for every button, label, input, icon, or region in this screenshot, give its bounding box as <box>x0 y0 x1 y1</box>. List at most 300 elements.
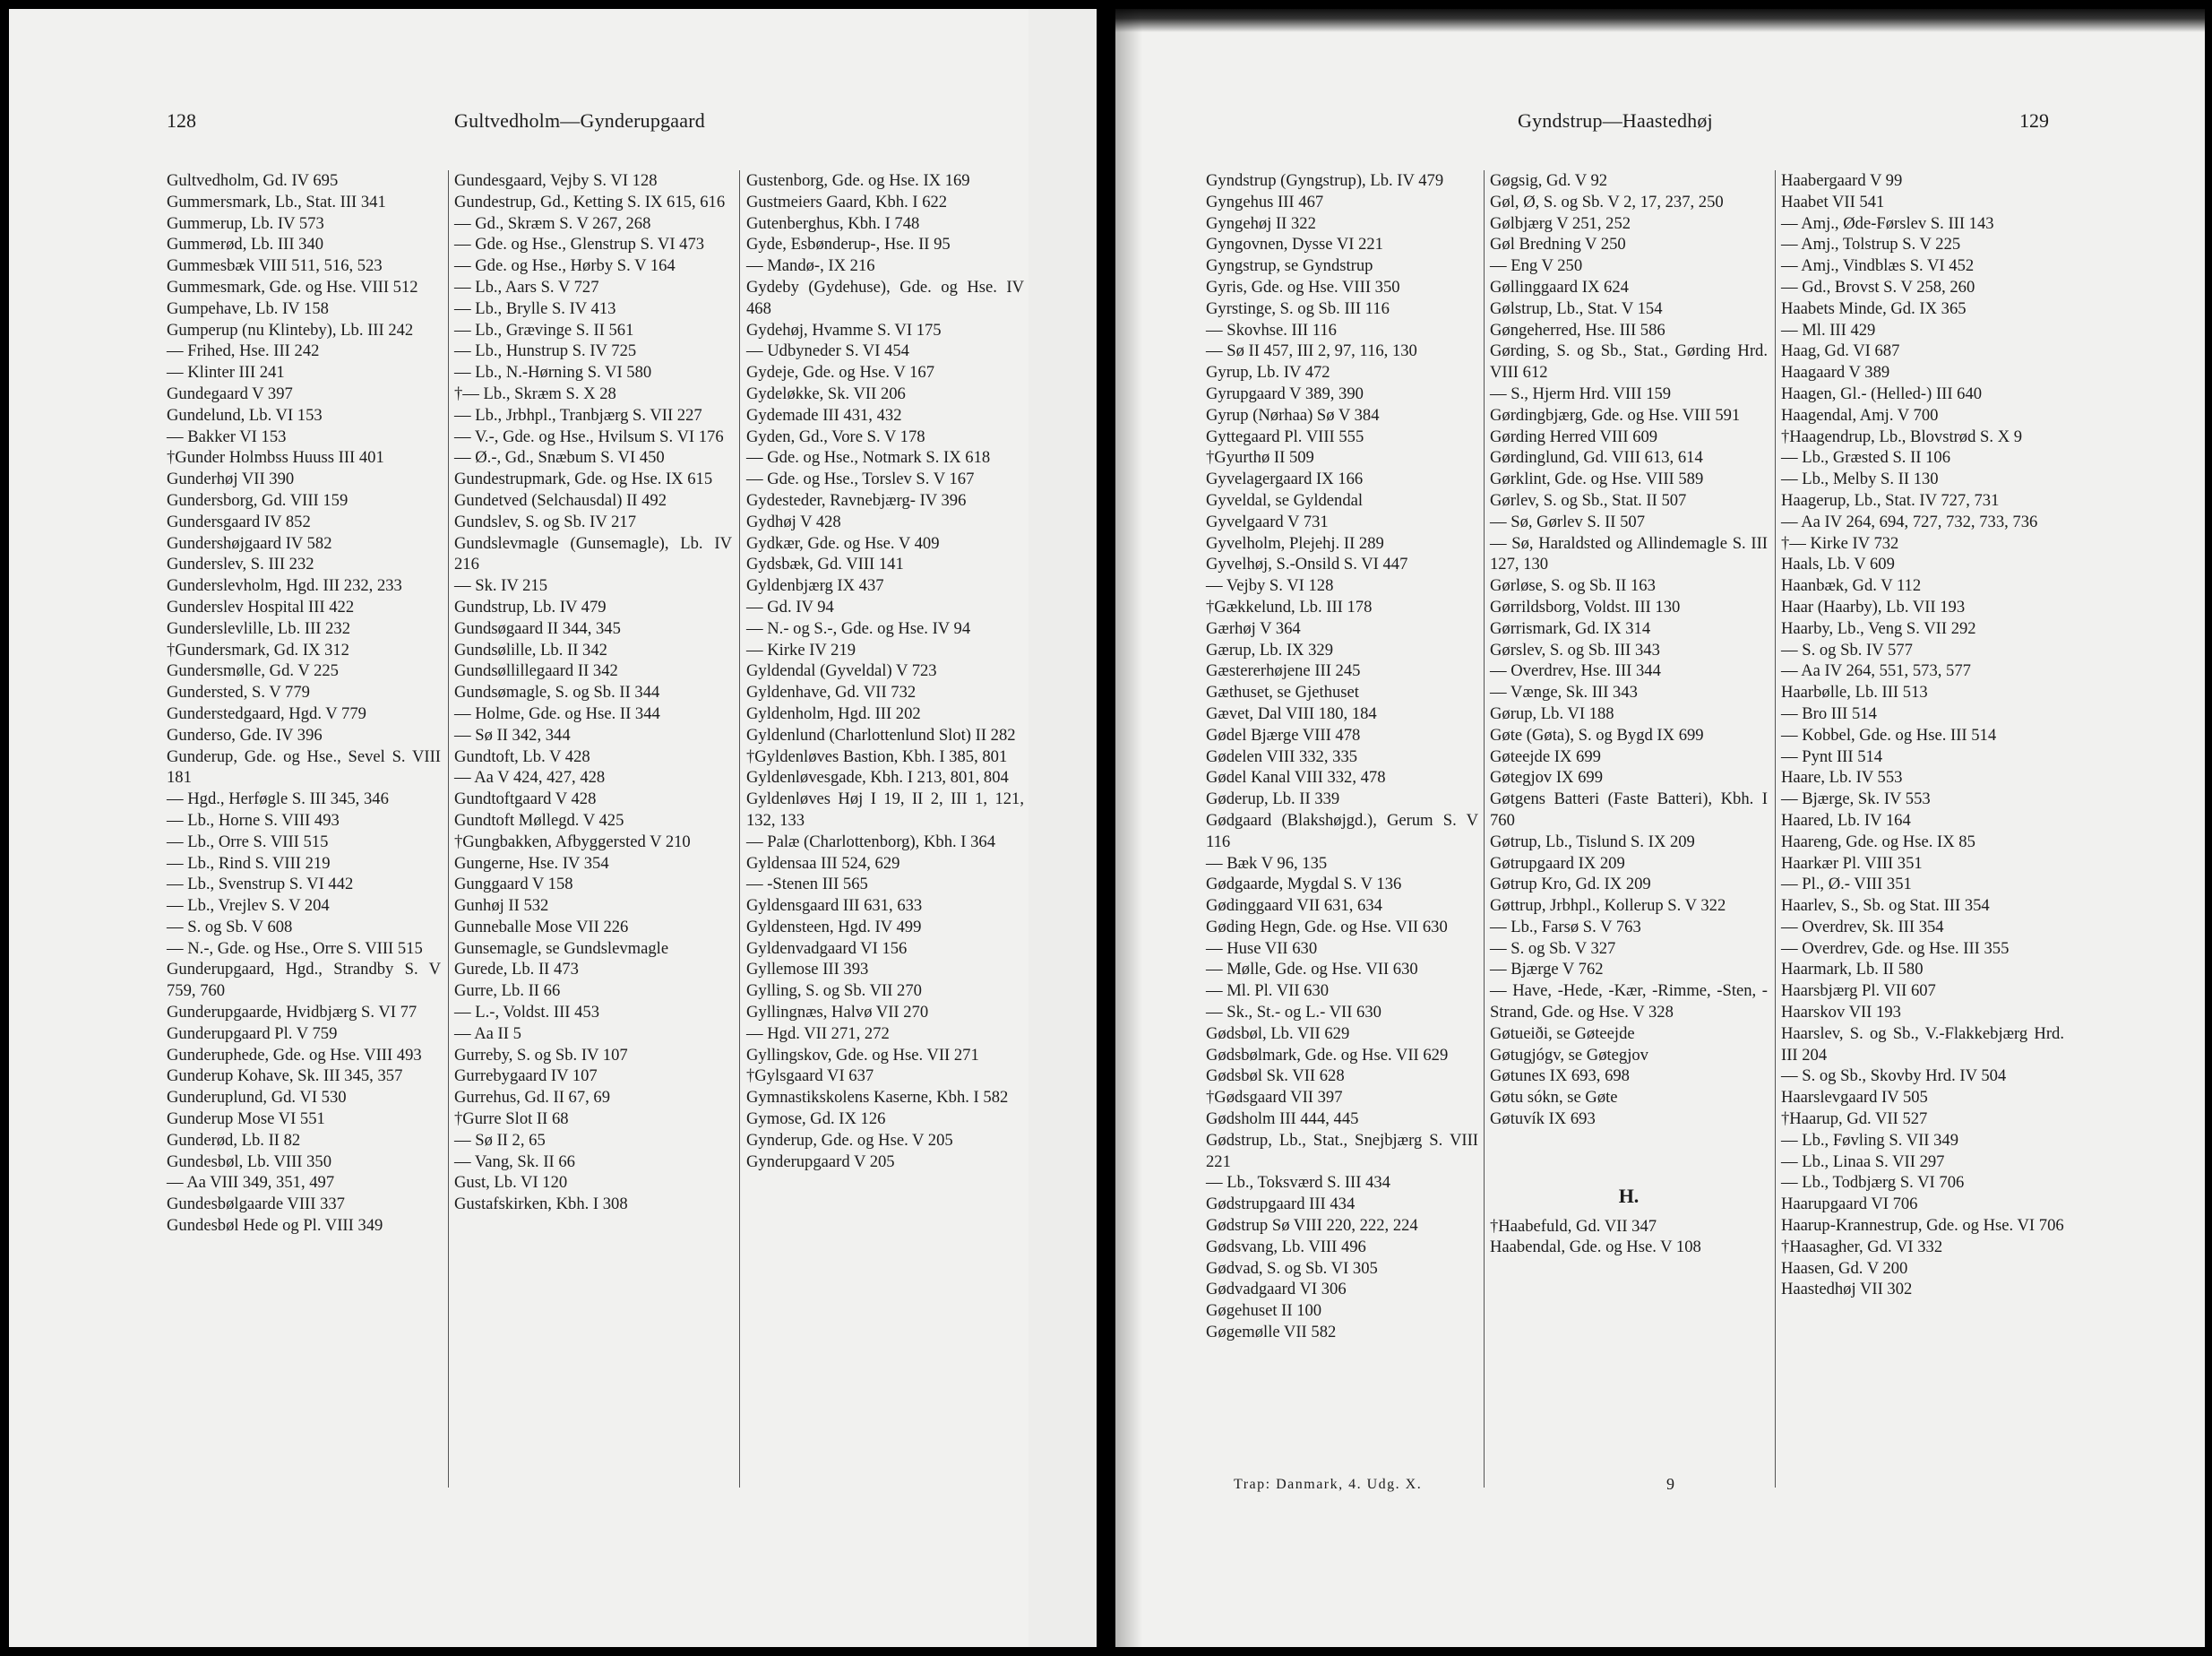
index-entry: — Lb., Græsted S. II 106 <box>1781 448 1951 468</box>
index-entry: Gunderslevholm, Hgd. III 232, 233 <box>167 576 402 596</box>
index-entry: — Gde. og Hse., Torslev S. V 167 <box>746 470 975 489</box>
index-entry: Gyngstrup, se Gyndstrup <box>1206 256 1373 276</box>
index-entry: Haabets Minde, Gd. IX 365 <box>1781 298 1967 318</box>
index-entry: Gødsbøl, Lb. VII 629 <box>1206 1023 1350 1043</box>
index-entry: Gummersmark, Lb., Stat. III 341 <box>167 192 386 211</box>
index-entry: Gundestrup, Gd., Ketting S. IX 615, 616 <box>454 192 726 211</box>
index-entry: — S. og Sb. V 608 <box>167 917 293 936</box>
index-entry: — Gd., Skræm S. V 267, 268 <box>454 213 651 233</box>
index-entry: Gødel Bjærge VIII 478 <box>1206 725 1361 745</box>
section-entries <box>1490 1216 1768 1259</box>
index-entry: Gundsøgaard II 344, 345 <box>454 618 621 638</box>
index-entry: Gødstrupgaard III 434 <box>1206 1195 1356 1214</box>
index-entry: — Sk. IV 215 <box>454 576 547 596</box>
index-entry: — Palæ (Charlottenborg), Kbh. I 364 <box>746 832 996 851</box>
index-entry: — -Stenen III 565 <box>746 875 868 894</box>
index-entry: †Haagendrup, Lb., Blovstrød S. X 9 <box>1781 427 2023 446</box>
index-entry: Haarskov VII 193 <box>1781 1003 1901 1022</box>
index-entry: Haarkær Pl. VIII 351 <box>1781 853 1923 873</box>
index-entry: — V.-, Gde. og Hse., Hvilsum S. VI 176 <box>454 427 724 446</box>
index-entry: Haabet VII 541 <box>1781 192 1885 211</box>
index-entry: Gøgsig, Gd. V 92 <box>1490 171 1608 190</box>
index-entry: Gundslev, S. og Sb. IV 217 <box>454 512 636 531</box>
index-entry: — Klinter III 241 <box>167 363 285 383</box>
index-entry: Gyvelgaard V 731 <box>1206 512 1329 531</box>
index-entry: Haag, Gd. VI 687 <box>1781 341 1900 361</box>
index-entry: — Ø.-, Gd., Snæbum S. VI 450 <box>454 448 665 468</box>
index-entry: — Aa VIII 349, 351, 497 <box>167 1173 335 1193</box>
index-entry: Gymnastikskolens Kaserne, Kbh. I 582 <box>746 1088 1009 1108</box>
index-entry: — Aa II 5 <box>454 1023 521 1043</box>
index-entry: Gyrstinge, S. og Sb. III 116 <box>1206 298 1390 318</box>
index-entry: Gunderupgaarde, Hvidbjærg S. VI 77 <box>167 1003 417 1022</box>
index-entry: †Gunder Holmbss Huuss III 401 <box>167 448 384 468</box>
index-entry: — Lb., Toksværd S. III 434 <box>1206 1173 1390 1193</box>
index-entry: — Sø II 342, 344 <box>454 725 571 745</box>
index-entry: Gyldenløves Høj I 19, II 2, III 1, 121, 132, 133 <box>746 789 1024 830</box>
index-entry: — Hgd., Herføgle S. III 345, 346 <box>167 789 389 809</box>
index-entry: Gørrildsborg, Voldst. III 130 <box>1490 597 1681 617</box>
index-entry: Gødvadgaard VI 306 <box>1206 1280 1347 1299</box>
index-entry: Haasen, Gd. V 200 <box>1781 1258 1908 1278</box>
index-entry: Gutenberghus, Kbh. I 748 <box>746 213 920 233</box>
index-entry: Gørklint, Gde. og Hse. VIII 589 <box>1490 470 1704 489</box>
index-entry: Gøtegjov IX 699 <box>1490 768 1604 788</box>
index-entry: Gyveldal, se Gyldendal <box>1206 490 1364 510</box>
index-entry: Gunderso, Gde. IV 396 <box>167 725 323 745</box>
index-entry: Gøte (Gøta), S. og Bygd IX 699 <box>1490 725 1704 745</box>
index-entry: — Amj., Tolstrup S. V 225 <box>1781 235 1961 254</box>
index-entry: — Lb., Jrbhpl., Tranbjærg S. VII 227 <box>454 405 702 425</box>
index-entry: Gyndstrup (Gyngstrup), Lb. IV 479 <box>1206 171 1444 190</box>
index-entry: Gydhøj V 428 <box>746 512 841 531</box>
index-entry: Haagaard V 389 <box>1781 363 1890 383</box>
page-number: 128 <box>167 109 196 132</box>
index-entry: Gyngehøj II 322 <box>1206 213 1316 233</box>
index-entry: †Haasagher, Gd. VI 332 <box>1781 1237 1943 1256</box>
index-entry: — Overdrev, Sk. III 354 <box>1781 917 1944 936</box>
index-entry: — Huse VII 630 <box>1206 938 1318 958</box>
index-entry: Gurede, Lb. II 473 <box>454 960 579 979</box>
index-entry: — Sø, Gørlev S. II 507 <box>1490 512 1646 531</box>
index-entry: — Vang, Sk. II 66 <box>454 1151 575 1171</box>
index-entry: Gundsøllillegaard II 342 <box>454 661 618 681</box>
index-entry: Gunderupgaard Pl. V 759 <box>167 1023 338 1043</box>
index-entry: Haarbølle, Lb. III 513 <box>1781 683 1928 703</box>
index-entry: — Bjærge V 762 <box>1490 960 1604 979</box>
index-entry: Gustenborg, Gde. og Hse. IX 169 <box>746 171 970 190</box>
index-entry: — Holme, Gde. og Hse. II 344 <box>454 703 660 723</box>
index-entry: — Skovhse. III 116 <box>1206 320 1337 340</box>
index-entry: Gølstrup, Lb., Stat. V 154 <box>1490 298 1663 318</box>
index-entry: Gærhøj V 364 <box>1206 618 1301 638</box>
index-entry: Gunderslev Hospital III 422 <box>167 597 355 617</box>
index-entry: Gøllinggaard IX 624 <box>1490 277 1629 297</box>
index-entry: Haabendal, Gde. og Hse. V 108 <box>1490 1238 1701 1257</box>
index-entry: Gunderød, Lb. II 82 <box>167 1130 301 1150</box>
index-entry: Gøtueiði, se Gøteejde <box>1490 1023 1635 1043</box>
index-entry: Gunhøj II 532 <box>454 896 549 916</box>
index-entry: Haagendal, Amj. V 700 <box>1781 405 1939 425</box>
index-entry: Gyldensaa III 524, 629 <box>746 853 900 873</box>
index-entry: Gunsemagle, se Gundslevmagle <box>454 938 669 958</box>
index-entry: †Gungbakken, Afbyggersted V 210 <box>454 832 691 851</box>
index-entry: — Sø II 457, III 2, 97, 116, 130 <box>1206 341 1417 361</box>
column-rule <box>739 170 740 1488</box>
index-entry: Gøtrup Kro, Gd. IX 209 <box>1490 875 1651 894</box>
index-entry: — Pynt III 514 <box>1781 746 1883 766</box>
index-entry: Haarmark, Lb. II 580 <box>1781 960 1924 979</box>
index-column-1 <box>167 170 441 1237</box>
index-entry: — Aa IV 264, 551, 573, 577 <box>1781 661 1971 681</box>
index-entry: Gøl Bredning V 250 <box>1490 235 1626 254</box>
index-entry: Gøtuvík IX 693 <box>1490 1109 1596 1129</box>
index-entry: Gødsvang, Lb. VIII 496 <box>1206 1237 1366 1256</box>
index-entry: Gunderup Kohave, Sk. III 345, 357 <box>167 1066 403 1086</box>
index-entry: Gundersgaard IV 852 <box>167 512 311 531</box>
index-entry: Gustafskirken, Kbh. I 308 <box>454 1195 628 1214</box>
index-entry: †Gyldenløves Bastion, Kbh. I 385, 801 <box>746 746 1008 766</box>
index-entry: — S., Hjerm Hrd. VIII 159 <box>1490 384 1672 403</box>
index-entry: — Lb., Vrejlev S. V 204 <box>167 896 330 916</box>
index-entry: Gødsholm III 444, 445 <box>1206 1109 1359 1129</box>
index-entry: Haagerup, Lb., Stat. IV 727, 731 <box>1781 490 2000 510</box>
index-entry: Gyldendal (Gyveldal) V 723 <box>746 661 937 681</box>
index-entry: Haals, Lb. V 609 <box>1781 555 1895 574</box>
index-entry: Gørding, S. og Sb., Stat., Gørding Hrd. VIII 612 <box>1490 341 1768 383</box>
index-entry: — Overdrev, Hse. III 344 <box>1490 661 1661 681</box>
index-entry: Haarslev, S. og Sb., V.-Flakkebjærg Hrd. III 204 <box>1781 1023 2064 1065</box>
index-entry: Gørding Herred VIII 609 <box>1490 427 1658 446</box>
index-entry: — Eng V 250 <box>1490 256 1583 276</box>
index-entry: Gyrup (Nørhaa) Sø V 384 <box>1206 405 1380 425</box>
index-entry: Gøttrup, Jrbhpl., Kollerup S. V 322 <box>1490 896 1726 916</box>
index-entry: Gødstrup Sø VIII 220, 222, 224 <box>1206 1216 1418 1236</box>
index-entry: Gummerup, Lb. IV 573 <box>167 213 324 233</box>
index-entry: — Gd. IV 94 <box>746 597 834 617</box>
index-entry: Gundtoft Møllegd. V 425 <box>454 810 624 830</box>
index-entry: Haarlev, S., Sb. og Stat. III 354 <box>1781 896 1990 916</box>
index-entry: Gørlev, S. og Sb., Stat. II 507 <box>1490 490 1687 510</box>
index-entry: — Aa IV 264, 694, 727, 732, 733, 736 <box>1781 512 2038 531</box>
index-column-2 <box>454 170 732 1215</box>
index-entry: Gøtrupgaard IX 209 <box>1490 853 1625 873</box>
footer-imprint: Trap: Danmark, 4. Udg. X. <box>1234 1477 1423 1492</box>
index-entry: †Gækkelund, Lb. III 178 <box>1206 597 1373 617</box>
index-entry: †— Lb., Skræm S. X 28 <box>454 384 616 403</box>
index-entry: Gødgaard (Blakshøjgd.), Gerum S. V 116 <box>1206 810 1478 851</box>
index-entry: Gumpehave, Lb. IV 158 <box>167 298 329 318</box>
index-entry: Gundersborg, Gd. VIII 159 <box>167 490 349 510</box>
index-entry: Gundershøjgaard IV 582 <box>167 533 332 553</box>
index-entry: — Lb., Melby S. II 130 <box>1781 470 1939 489</box>
index-entry: Gydemade III 431, 432 <box>746 405 902 425</box>
index-entry: Gunggaard V 158 <box>454 875 573 894</box>
index-entry: — Lb., N.-Hørning S. VI 580 <box>454 363 652 383</box>
index-entry: †Gyurthø II 509 <box>1206 448 1314 468</box>
index-entry: Gundtoft, Lb. V 428 <box>454 746 590 766</box>
index-entry: Gyden, Gd., Vore S. V 178 <box>746 427 925 446</box>
index-entry: Gyllemose III 393 <box>746 960 869 979</box>
index-entry: — Bjærge, Sk. IV 553 <box>1781 789 1931 809</box>
index-entry: — N.- og S.-, Gde. og Hse. IV 94 <box>746 618 971 638</box>
index-entry: Gynderup, Gde. og Hse. V 205 <box>746 1130 953 1150</box>
index-entry: Gøding Hegn, Gde. og Hse. VII 630 <box>1206 917 1448 936</box>
index-entry: Gørløse, S. og Sb. II 163 <box>1490 576 1656 596</box>
index-entry: Gundegaard V 397 <box>167 384 293 403</box>
index-entry: — Mølle, Gde. og Hse. VII 630 <box>1206 960 1418 979</box>
index-entry: Gynderupgaard V 205 <box>746 1151 895 1171</box>
index-entry: Gyrupgaard V 389, 390 <box>1206 384 1364 403</box>
index-entry: — Bro III 514 <box>1781 703 1877 723</box>
index-entry: — Lb., Todbjærg S. VI 706 <box>1781 1173 1965 1193</box>
index-entry: Gumperup (nu Klinteby), Lb. III 242 <box>167 320 414 340</box>
index-entry: Gurrebygaard IV 107 <box>454 1066 598 1086</box>
index-entry: Gyllingnæs, Halvø VII 270 <box>746 1003 929 1022</box>
index-entry: — Lb., Farsø S. V 763 <box>1490 917 1641 936</box>
column-entries <box>1490 170 1768 1130</box>
index-entry: — Have, -Hede, -Kær, -Rimme, -Sten, -Strand, Gde. og Hse. V 328 <box>1490 981 1768 1022</box>
index-entry: Gundstrup, Lb. IV 479 <box>454 597 607 617</box>
scan-edge-shadow <box>1115 9 2205 32</box>
index-entry: — Gde. og Hse., Notmark S. IX 618 <box>746 448 991 468</box>
index-entry: Gunderslevlille, Lb. III 232 <box>167 618 350 638</box>
column-rule <box>448 170 449 1488</box>
index-entry: Haarslevgaard IV 505 <box>1781 1088 1928 1108</box>
index-entry: Haarby, Lb., Veng S. VII 292 <box>1781 618 1976 638</box>
index-entry: Gundersted, S. V 779 <box>167 683 310 703</box>
index-entry: Gødelen VIII 332, 335 <box>1206 746 1358 766</box>
index-entry: Gundesgaard, Vejby S. VI 128 <box>454 171 658 190</box>
running-header: Gyndstrup—Haastedhøj <box>1518 109 1713 132</box>
index-entry: — Mandø-, IX 216 <box>746 256 875 276</box>
index-entry: †Haabefuld, Gd. VII 347 <box>1490 1216 1657 1236</box>
index-entry: Gungerne, Hse. IV 354 <box>454 853 609 873</box>
index-entry: — Bæk V 96, 135 <box>1206 853 1328 873</box>
index-column-2 <box>1490 170 1768 1258</box>
index-entry: Gøtunes IX 693, 698 <box>1490 1066 1630 1086</box>
index-entry: Gyngehus III 467 <box>1206 192 1324 211</box>
section-heading: H. <box>1618 1184 1640 1207</box>
index-entry: Gyvelholm, Plejehj. II 289 <box>1206 533 1384 553</box>
index-entry: Gundersmølle, Gd. V 225 <box>167 661 339 681</box>
index-entry: Gørdingbjærg, Gde. og Hse. VIII 591 <box>1490 405 1741 425</box>
index-entry: Haar (Haarby), Lb. VII 193 <box>1781 597 1966 617</box>
index-entry: — Overdrev, Gde. og Hse. III 355 <box>1781 938 2010 958</box>
index-entry: Gydeje, Gde. og Hse. V 167 <box>746 363 935 383</box>
index-entry: — S. og Sb. V 327 <box>1490 938 1616 958</box>
index-column-1 <box>1206 170 1478 1343</box>
index-entry: Gunderup, Gde. og Hse., Sevel S. VIII 181 <box>167 746 441 788</box>
index-entry: — Frihed, Hse. III 242 <box>167 341 320 361</box>
index-entry: — Sø, Haraldsted og Allindemagle S. III 127, 130 <box>1490 533 1768 574</box>
index-entry: — Aa V 424, 427, 428 <box>454 768 606 788</box>
index-entry: Gyldensgaard III 631, 633 <box>746 896 923 916</box>
index-entry: Gødinggaard VII 631, 634 <box>1206 896 1382 916</box>
index-entry: Gyris, Gde. og Hse. VIII 350 <box>1206 277 1400 297</box>
index-entry: Gærup, Lb. IX 329 <box>1206 640 1334 660</box>
index-entry: Gølbjærg V 251, 252 <box>1490 213 1631 233</box>
index-entry: Gørup, Lb. VI 188 <box>1490 703 1614 723</box>
index-entry: Haagen, Gl.- (Helled-) III 640 <box>1781 384 1983 403</box>
index-entry: — Kirke IV 219 <box>746 640 856 660</box>
index-entry: Gødvad, S. og Sb. VI 305 <box>1206 1258 1378 1278</box>
index-entry: Gummesmark, Gde. og Hse. VIII 512 <box>167 277 418 297</box>
index-entry: — Vejby S. VI 128 <box>1206 576 1334 596</box>
index-entry: — Kobbel, Gde. og Hse. III 514 <box>1781 725 1997 745</box>
index-entry: Gøderup, Lb. II 339 <box>1206 789 1340 809</box>
index-entry: Gøtrup, Lb., Tislund S. IX 209 <box>1490 832 1695 851</box>
index-entry: Gydsbæk, Gd. VIII 141 <box>746 555 904 574</box>
index-entry: Gummesbæk VIII 511, 516, 523 <box>167 256 383 276</box>
index-entry: — Vænge, Sk. III 343 <box>1490 683 1638 703</box>
index-entry: Gundsømagle, S. og Sb. II 344 <box>454 683 660 703</box>
index-entry: Gydeby (Gydehuse), Gde. og Hse. IV 468 <box>746 277 1024 318</box>
index-entry: Gundtoftgaard V 428 <box>454 789 597 809</box>
index-entry: Gyldenholm, Hgd. III 202 <box>746 703 921 723</box>
right-page <box>1115 9 2205 1647</box>
index-entry: Gydeløkke, Sk. VII 206 <box>746 384 906 403</box>
index-entry: Gundestrupmark, Gde. og Hse. IX 615 <box>454 470 713 489</box>
index-entry: Gurreby, S. og Sb. IV 107 <box>454 1045 628 1065</box>
index-entry: Gødel Kanal VIII 332, 478 <box>1206 768 1386 788</box>
index-entry: Haarup-Krannestrup, Gde. og Hse. VI 706 <box>1781 1216 2064 1236</box>
index-entry: — Lb., Grævinge S. II 561 <box>454 320 634 340</box>
index-entry: Gæthuset, se Gjethuset <box>1206 683 1359 703</box>
index-entry: Gymose, Gd. IX 126 <box>746 1109 886 1129</box>
index-entry: — Pl., Ø.- VIII 351 <box>1781 875 1912 894</box>
index-entry: Gustmeiers Gaard, Kbh. I 622 <box>746 192 948 211</box>
index-entry: Haare, Lb. IV 553 <box>1781 768 1903 788</box>
index-entry: — Gd., Brovst S. V 258, 260 <box>1781 277 1975 297</box>
index-entry: Gunderslev, S. III 232 <box>167 555 314 574</box>
index-entry: Gyvelagergaard IX 166 <box>1206 470 1364 489</box>
index-entry: Gundslevmagle (Gunsemagle), Lb. IV 216 <box>454 533 732 574</box>
index-entry: Gydkær, Gde. og Hse. V 409 <box>746 533 940 553</box>
index-entry: — Ml. Pl. VII 630 <box>1206 981 1330 1001</box>
index-entry: — Lb., Føvling S. VII 349 <box>1781 1130 1959 1150</box>
index-column-3 <box>1781 170 2064 1300</box>
left-page <box>9 9 1029 1647</box>
index-entry: — Lb., Linaa S. VII 297 <box>1781 1151 1945 1171</box>
index-entry: †Gylsgaard VI 637 <box>746 1066 874 1086</box>
index-entry: — Lb., Horne S. VIII 493 <box>167 810 340 830</box>
index-entry: Gyldenlund (Charlottenlund Slot) II 282 <box>746 725 1016 745</box>
index-entry: Gørrismark, Gd. IX 314 <box>1490 618 1651 638</box>
index-entry: Gyttegaard Pl. VIII 555 <box>1206 427 1364 446</box>
index-entry: Gørslev, S. og Sb. III 343 <box>1490 640 1660 660</box>
index-entry: Gøgehuset II 100 <box>1206 1301 1322 1321</box>
index-entry: †Gundersmark, Gd. IX 312 <box>167 640 349 660</box>
index-entry: — Lb., Hunstrup S. IV 725 <box>454 341 637 361</box>
index-entry: Gust, Lb. VI 120 <box>454 1173 568 1193</box>
index-entry: Gundesbøl Hede og Pl. VIII 349 <box>167 1216 383 1236</box>
index-entry: Gunderuphede, Gde. og Hse. VIII 493 <box>167 1045 422 1065</box>
column-rule <box>1484 170 1485 1488</box>
index-entry: Gunderuplund, Gd. VI 530 <box>167 1088 347 1108</box>
index-entry: Gyvelhøj, S.-Onsild S. VI 447 <box>1206 555 1408 574</box>
index-entry: — Gde. og Hse., Glenstrup S. VI 473 <box>454 235 705 254</box>
index-entry: Gyldenbjærg IX 437 <box>746 576 884 596</box>
index-entry: Gundesbøl, Lb. VIII 350 <box>167 1151 332 1171</box>
index-entry: — Ml. III 429 <box>1781 320 1876 340</box>
index-entry: — Lb., Brylle S. IV 413 <box>454 298 616 318</box>
index-entry: Gylling, S. og Sb. VII 270 <box>746 981 922 1001</box>
index-entry: Gundsølille, Lb. II 342 <box>454 640 607 660</box>
index-entry: Haanbæk, Gd. V 112 <box>1781 576 1922 596</box>
index-entry: Gunderupgaard, Hgd., Strandby S. V 759, 760 <box>167 960 441 1001</box>
index-entry: Gurrehus, Gd. II 67, 69 <box>454 1088 611 1108</box>
index-entry: — Lb., Rind S. VIII 219 <box>167 853 331 873</box>
index-entry: — L.-, Voldst. III 453 <box>454 1003 600 1022</box>
index-entry: Gyldenhave, Gd. VII 732 <box>746 683 917 703</box>
index-entry: Haarupgaard VI 706 <box>1781 1195 1918 1214</box>
index-entry: Gødgaarde, Mygdal S. V 136 <box>1206 875 1402 894</box>
index-entry: Gyldensteen, Hgd. IV 499 <box>746 917 922 936</box>
page-number: 129 <box>2019 109 2049 132</box>
index-entry: — Amj., Øde-Førslev S. III 143 <box>1781 213 1994 233</box>
index-column-3 <box>746 170 1024 1172</box>
index-entry: — Udbyneder S. VI 454 <box>746 341 909 361</box>
column-rule <box>1775 170 1776 1488</box>
index-entry: Gørdinglund, Gd. VIII 613, 614 <box>1490 448 1703 468</box>
index-entry: Haared, Lb. IV 164 <box>1781 810 1911 830</box>
index-entry: Gundelund, Lb. VI 153 <box>167 405 323 425</box>
index-entry: Gummerød, Lb. III 340 <box>167 235 324 254</box>
index-entry: †Haarup, Gd. VII 527 <box>1781 1109 1928 1129</box>
index-entry: Haareng, Gde. og Hse. IX 85 <box>1781 832 1975 851</box>
index-entry: Gyde, Esbønderup-, Hse. II 95 <box>746 235 951 254</box>
index-entry: †Gurre Slot II 68 <box>454 1109 569 1129</box>
index-entry: Haabergaard V 99 <box>1781 171 1903 190</box>
index-entry: Gunderup Mose VI 551 <box>167 1109 325 1129</box>
index-entry: Gundesbølgaarde VIII 337 <box>167 1195 345 1214</box>
signature-mark: 9 <box>1666 1475 1674 1493</box>
index-entry: Gunderstedgaard, Hgd. V 779 <box>167 703 366 723</box>
index-entry: Gurre, Lb. II 66 <box>454 981 561 1001</box>
index-entry: Gunneballe Mose VII 226 <box>454 917 629 936</box>
index-entry: Gødstrup, Lb., Stat., Snejbjærg S. VIII 221 <box>1206 1130 1478 1171</box>
index-entry: Gunderhøj VII 390 <box>167 470 295 489</box>
index-entry: Gyldenløvesgade, Kbh. I 213, 801, 804 <box>746 768 1009 788</box>
index-entry: Gøngeherred, Hse. III 586 <box>1490 320 1665 340</box>
index-entry: — Lb., Orre S. VIII 515 <box>167 832 329 851</box>
index-entry: Haarsbjærg Pl. VII 607 <box>1781 981 1936 1001</box>
index-entry: Gøgemølle VII 582 <box>1206 1323 1337 1342</box>
index-entry: — Lb., Aars S. V 727 <box>454 277 599 297</box>
spine-shadow <box>1115 9 1142 1647</box>
index-entry: — Amj., Vindblæs S. VI 452 <box>1781 256 1975 276</box>
index-entry: Gydesteder, Ravnebjærg- IV 396 <box>746 490 967 510</box>
index-entry: — Sø II 2, 65 <box>454 1130 546 1150</box>
index-entry: Gøl, Ø, S. og Sb. V 2, 17, 237, 250 <box>1490 192 1724 211</box>
index-entry: Gævet, Dal VIII 180, 184 <box>1206 703 1377 723</box>
index-entry: — S. og Sb., Skovby Hrd. IV 504 <box>1781 1066 2007 1086</box>
index-entry: — S. og Sb. IV 577 <box>1781 640 1913 660</box>
index-entry: Gæstererhøjene III 245 <box>1206 661 1361 681</box>
index-entry: Gydehøj, Hvamme S. VI 175 <box>746 320 942 340</box>
index-entry: †— Kirke IV 732 <box>1781 533 1899 553</box>
index-entry: Gødsbølmark, Gde. og Hse. VII 629 <box>1206 1045 1449 1065</box>
index-entry: Gyldenvadgaard VI 156 <box>746 938 908 958</box>
index-entry: †Gødsgaard VII 397 <box>1206 1088 1343 1108</box>
index-entry: — Bakker VI 153 <box>167 427 287 446</box>
index-entry: Gøteejde IX 699 <box>1490 746 1601 766</box>
index-entry: Gundetved (Selchausdal) II 492 <box>454 490 667 510</box>
index-entry: Haastedhøj VII 302 <box>1781 1280 1913 1299</box>
index-entry: Gyllingskov, Gde. og Hse. VII 271 <box>746 1045 979 1065</box>
index-entry: — Gde. og Hse., Hørby S. V 164 <box>454 256 676 276</box>
